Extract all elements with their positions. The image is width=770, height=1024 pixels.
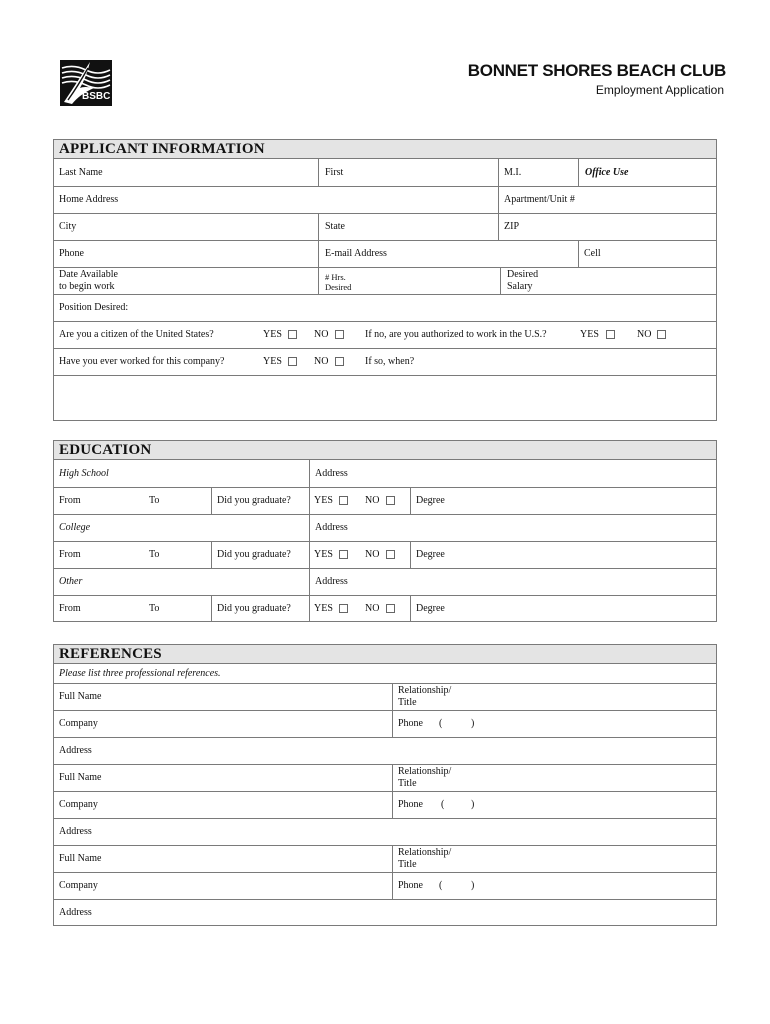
- references-instructions: Please list three professional references.: [59, 668, 221, 679]
- reference-2-company-field[interactable]: Company: [59, 799, 98, 810]
- page-subtitle: Employment Application: [595, 83, 724, 97]
- applicant-section: [53, 139, 717, 421]
- position-desired-field[interactable]: Position Desired:: [59, 302, 129, 313]
- other-yes-label: YES: [314, 603, 333, 614]
- college-yes-label: YES: [314, 549, 333, 560]
- college-no-checkbox[interactable]: [386, 550, 395, 559]
- phone-field[interactable]: Phone: [59, 248, 84, 259]
- high-school-to-field[interactable]: To: [149, 495, 160, 506]
- reference-3-address-field[interactable]: Address: [59, 907, 92, 918]
- reference-2-relationship-label-2[interactable]: Title: [398, 778, 417, 789]
- other-to-field[interactable]: To: [149, 603, 160, 614]
- references-section: [53, 644, 717, 926]
- cell-field[interactable]: Cell: [584, 248, 601, 259]
- reference-2-phone-field[interactable]: Phone: [398, 799, 423, 810]
- desired-salary-label-2[interactable]: Salary: [507, 281, 533, 292]
- high-school-field[interactable]: High School: [59, 468, 109, 479]
- authorized-no-label: NO: [637, 329, 652, 340]
- high-school-yes-label: YES: [314, 495, 333, 506]
- reference-1-name-field[interactable]: Full Name: [59, 691, 102, 702]
- high-school-degree-field[interactable]: Degree: [416, 495, 445, 506]
- desired-salary-label-1[interactable]: Desired: [507, 269, 539, 280]
- reference-1-address-field[interactable]: Address: [59, 745, 92, 756]
- reference-3-relationship-label-1[interactable]: Relationship/: [398, 847, 452, 858]
- reference-1-company-field[interactable]: Company: [59, 718, 98, 729]
- other-graduate-label: Did you graduate?: [217, 603, 291, 614]
- college-to-field[interactable]: To: [149, 549, 160, 560]
- city-field[interactable]: City: [59, 221, 77, 232]
- education-title: EDUCATION: [59, 442, 152, 458]
- reference-3-company-field[interactable]: Company: [59, 880, 98, 891]
- references-title: REFERENCES: [59, 646, 162, 662]
- last-name-field[interactable]: Last Name: [59, 167, 103, 178]
- college-degree-field[interactable]: Degree: [416, 549, 445, 560]
- reference-1-paren-close: ): [471, 718, 475, 729]
- reference-2-relationship-label-1[interactable]: Relationship/: [398, 766, 452, 777]
- high-school-yes-checkbox[interactable]: [339, 496, 348, 505]
- citizen-no-checkbox[interactable]: [335, 330, 344, 339]
- high-school-no-checkbox[interactable]: [386, 496, 395, 505]
- worked-yes-label: YES: [263, 356, 282, 367]
- worked-before-question: Have you ever worked for this company?: [59, 356, 225, 367]
- reference-2-name-field[interactable]: Full Name: [59, 772, 102, 783]
- apartment-field[interactable]: Apartment/Unit #: [504, 194, 575, 205]
- authorized-yes-label: YES: [580, 329, 599, 340]
- reference-2-address-field[interactable]: Address: [59, 826, 92, 837]
- reference-3-relationship-label-2[interactable]: Title: [398, 859, 417, 870]
- college-graduate-label: Did you graduate?: [217, 549, 291, 560]
- authorized-no-checkbox[interactable]: [657, 330, 666, 339]
- worked-no-checkbox[interactable]: [335, 357, 344, 366]
- other-degree-field[interactable]: Degree: [416, 603, 445, 614]
- authorized-question: If no, are you authorized to work in the U.S.?: [365, 329, 547, 340]
- reference-2-paren-close: ): [471, 799, 475, 810]
- other-address-field[interactable]: Address: [315, 576, 348, 587]
- high-school-no-label: NO: [365, 495, 380, 506]
- logo-text: BSBC: [82, 91, 111, 102]
- zip-field[interactable]: ZIP: [504, 221, 519, 232]
- reference-3-paren-open: (: [439, 880, 443, 891]
- middle-initial-field[interactable]: M.I.: [504, 167, 522, 178]
- worked-no-label: NO: [314, 356, 329, 367]
- if-so-when-field[interactable]: If so, when?: [365, 356, 415, 367]
- high-school-address-field[interactable]: Address: [315, 468, 348, 479]
- authorized-yes-checkbox[interactable]: [606, 330, 615, 339]
- applicant-title: APPLICANT INFORMATION: [59, 141, 265, 157]
- college-address-field[interactable]: Address: [315, 522, 348, 533]
- other-yes-checkbox[interactable]: [339, 604, 348, 613]
- other-no-label: NO: [365, 603, 380, 614]
- reference-2-paren-open: (: [441, 799, 445, 810]
- hours-desired-label-2[interactable]: Desired: [325, 282, 352, 292]
- reference-1-paren-open: (: [439, 718, 443, 729]
- other-no-checkbox[interactable]: [386, 604, 395, 613]
- reference-3-paren-close: ): [471, 880, 475, 891]
- worked-yes-checkbox[interactable]: [288, 357, 297, 366]
- date-available-label-1[interactable]: Date Available: [59, 269, 118, 280]
- club-name: BONNET SHORES BEACH CLUB: [467, 61, 726, 80]
- home-address-field[interactable]: Home Address: [59, 194, 119, 205]
- bsbc-logo: [60, 58, 114, 108]
- citizen-yes-checkbox[interactable]: [288, 330, 297, 339]
- reference-1-phone-field[interactable]: Phone: [398, 718, 423, 729]
- education-header: [54, 441, 716, 460]
- college-no-label: NO: [365, 549, 380, 560]
- reference-1-relationship-label-1[interactable]: Relationship/: [398, 685, 452, 696]
- reference-3-phone-field[interactable]: Phone: [398, 880, 423, 891]
- date-available-label-2[interactable]: to begin work: [59, 281, 115, 292]
- other-from-field[interactable]: From: [59, 603, 81, 614]
- citizen-yes-label: YES: [263, 329, 282, 340]
- reference-3-name-field[interactable]: Full Name: [59, 853, 102, 864]
- hours-desired-label-1[interactable]: # Hrs.: [325, 272, 346, 282]
- office-use-label: Office Use: [585, 167, 629, 178]
- state-field[interactable]: State: [325, 221, 345, 232]
- college-from-field[interactable]: From: [59, 549, 81, 560]
- first-name-field[interactable]: First: [325, 167, 344, 178]
- reference-1-relationship-label-2[interactable]: Title: [398, 697, 417, 708]
- email-field[interactable]: E-mail Address: [325, 248, 387, 259]
- high-school-from-field[interactable]: From: [59, 495, 81, 506]
- college-yes-checkbox[interactable]: [339, 550, 348, 559]
- high-school-graduate-label: Did you graduate?: [217, 495, 291, 506]
- citizen-no-label: NO: [314, 329, 329, 340]
- other-school-field[interactable]: Other: [59, 576, 83, 587]
- college-field[interactable]: College: [59, 522, 91, 533]
- citizen-question: Are you a citizen of the United States?: [59, 329, 214, 340]
